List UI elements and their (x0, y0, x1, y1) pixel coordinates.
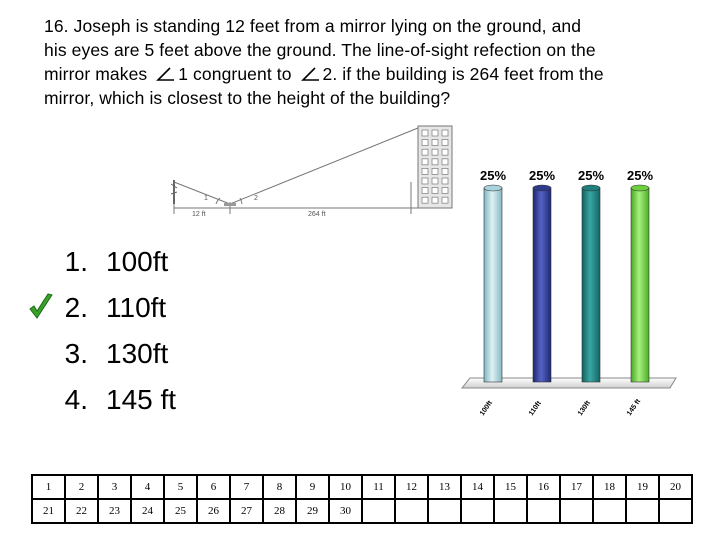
grid-row (32, 499, 692, 523)
angle-label-2: 2 (254, 195, 258, 202)
angle-label-1: 1 (204, 195, 208, 202)
bar-category-label: 110ft (527, 400, 543, 418)
bar-category-label: 130ft (576, 399, 593, 418)
building-window (432, 149, 438, 155)
grid-cell (494, 499, 527, 523)
grid-cell: 19 (626, 475, 659, 499)
building-window (432, 197, 438, 203)
bar-value-label: 25% (626, 168, 654, 183)
grid-cell: 15 (494, 475, 527, 499)
grid-cell (527, 499, 560, 523)
grid-cell: 27 (230, 499, 263, 523)
bar-value-label: 25% (479, 168, 507, 183)
distance-label-264: 264 ft (308, 211, 326, 218)
choice-number: 3. (64, 338, 88, 369)
building-window (442, 188, 448, 194)
building-window (432, 140, 438, 146)
question-line-1: 16. Joseph is standing 12 feet from a mirror lying on the ground, and (44, 16, 582, 36)
grid-cell: 22 (65, 499, 98, 523)
building-window (442, 159, 448, 165)
building-window (442, 197, 448, 203)
question-text (44, 14, 684, 110)
building-window (422, 159, 428, 165)
bar-value-label: 25% (577, 168, 605, 183)
grid-cell: 12 (395, 475, 428, 499)
bar-cap (582, 185, 600, 191)
grid-cell: 28 (263, 499, 296, 523)
choice-text: 145 ft (106, 384, 177, 415)
angle-symbol-icon (154, 66, 176, 82)
grid-cell: 5 (164, 475, 197, 499)
grid-cell: 3 (98, 475, 131, 499)
building-window (432, 168, 438, 174)
building-figure (418, 126, 452, 208)
grid-cell: 21 (32, 499, 65, 523)
grid-cell (395, 499, 428, 523)
grid-cell (362, 499, 395, 523)
question-line-4: mirror, which is closest to the height of the building? (44, 88, 451, 108)
question-line-2: his eyes are 5 feet above the ground. The line-of-sight refection on the (44, 40, 596, 60)
bar-value-label: 25% (528, 168, 556, 183)
building-window (422, 178, 428, 184)
grid-cell (560, 499, 593, 523)
bar (631, 188, 649, 382)
person-figure (171, 180, 177, 204)
building-window (422, 168, 428, 174)
response-grid (31, 474, 693, 524)
grid-cell: 18 (593, 475, 626, 499)
grid-cell: 26 (197, 499, 230, 523)
bar-category-label: 100ft (478, 399, 495, 418)
grid-cell: 9 (296, 475, 329, 499)
question-line-3-part-c: 2. if the building is 264 feet from the (322, 64, 604, 84)
grid-cell: 16 (527, 475, 560, 499)
grid-cell: 25 (164, 499, 197, 523)
building-window (422, 130, 428, 136)
bar (484, 188, 502, 382)
sight-line-building (230, 128, 418, 204)
grid-cell: 7 (230, 475, 263, 499)
grid-cell: 4 (131, 475, 164, 499)
question-line-3 (44, 62, 684, 86)
choice-number: 2. (64, 292, 88, 323)
grid-cell: 8 (263, 475, 296, 499)
grid-cell: 24 (131, 499, 164, 523)
building-window (432, 159, 438, 165)
grid-cell: 1 (32, 475, 65, 499)
building-window (442, 149, 448, 155)
bar-cap (631, 185, 649, 191)
bar-category-label: 145 ft (625, 398, 643, 418)
grid-cell (593, 499, 626, 523)
grid-cell (428, 499, 461, 523)
response-bar-chart (456, 160, 680, 426)
grid-cell (659, 499, 692, 523)
building-window (422, 197, 428, 203)
question-line-3-part-a: mirror makes (44, 64, 148, 84)
grid-cell: 30 (329, 499, 362, 523)
building-window (422, 149, 428, 155)
grid-cell: 20 (659, 475, 692, 499)
grid-cell: 13 (428, 475, 461, 499)
sight-line-person (174, 182, 230, 204)
grid-cell: 14 (461, 475, 494, 499)
angle-symbol-icon (299, 66, 321, 82)
grid-cell: 23 (98, 499, 131, 523)
building-window (442, 178, 448, 184)
bar (582, 188, 600, 382)
building-window (432, 188, 438, 194)
building-window (432, 178, 438, 184)
building-window (422, 140, 428, 146)
choice-number: 1. (64, 246, 88, 277)
mirror-diagram (166, 122, 466, 226)
bar (533, 188, 551, 382)
grid-cell: 11 (362, 475, 395, 499)
building-window (442, 140, 448, 146)
grid-cell (461, 499, 494, 523)
bar-cap (484, 185, 502, 191)
choice-text: 100ft (106, 246, 169, 277)
distance-label-12: 12 ft (192, 211, 206, 218)
grid-cell: 17 (560, 475, 593, 499)
building-window (442, 168, 448, 174)
choice-number: 4. (64, 384, 88, 415)
choice-text: 130ft (106, 338, 169, 369)
bar-cap (533, 185, 551, 191)
question-line-3-part-b: 1 congruent to (178, 64, 292, 84)
building-window (442, 130, 448, 136)
grid-cell (626, 499, 659, 523)
mirror (224, 203, 236, 206)
building-window (432, 130, 438, 136)
building-window (422, 188, 428, 194)
grid-cell: 10 (329, 475, 362, 499)
checkmark-icon (28, 292, 54, 322)
grid-cell: 2 (65, 475, 98, 499)
choice-text: 110ft (106, 292, 167, 323)
grid-row (32, 475, 692, 499)
grid-cell: 29 (296, 499, 329, 523)
grid-cell: 6 (197, 475, 230, 499)
